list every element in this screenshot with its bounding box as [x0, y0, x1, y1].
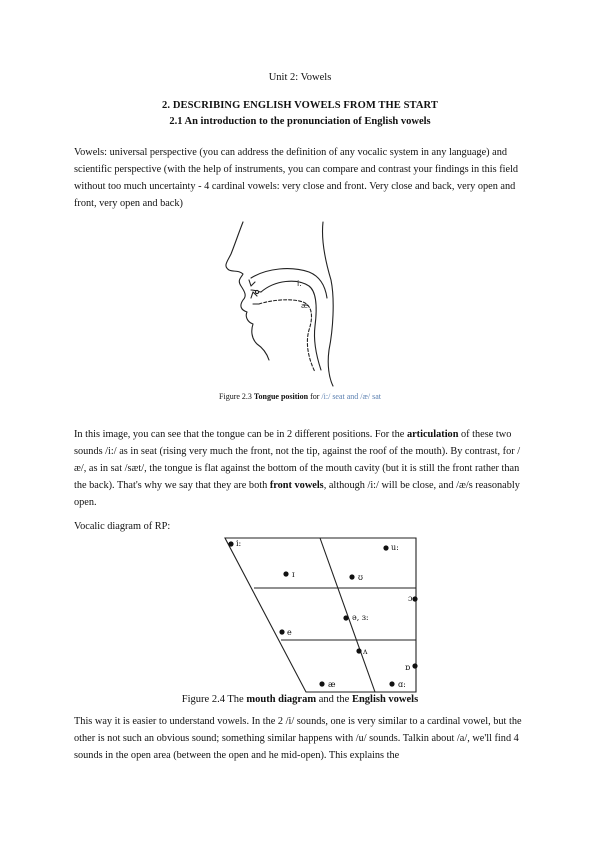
unit-title: Unit 2: Vowels	[268, 72, 332, 83]
figure-2-4-caption: Figure 2.4 The mouth diagram and the English vowels	[181, 694, 419, 705]
vowel-label-u-short: ʊ	[358, 573, 363, 582]
vowel-label-u-long: u:	[391, 543, 399, 552]
vowel-dot-i-long	[228, 541, 233, 546]
teeth	[249, 280, 257, 298]
vowel-label-a-long: ɑ:	[398, 680, 406, 689]
tongue-close	[261, 281, 321, 370]
term-articulation: articulation	[406, 429, 459, 440]
vowel-label-o-short: ɒ	[405, 663, 411, 672]
tongue-label-open: æ	[301, 302, 308, 310]
palate-line	[251, 269, 327, 298]
main-heading: 2. DESCRIBING ENGLISH VOWELS FROM THE START	[162, 100, 438, 111]
sub-heading: 2.1 An introduction to the pronunciation of English vowels	[169, 116, 431, 127]
figure-2-3-caption: Figure 2.3 Tongue position for /i:/ seat and /æ/ sat	[219, 392, 381, 401]
tongue-label-close: i:	[297, 279, 302, 288]
vowel-label-wedge: ʌ	[363, 647, 368, 656]
vowel-dot-schwa	[343, 615, 348, 620]
vowel-dot-u-long	[383, 545, 388, 550]
quadrilateral-outline	[225, 538, 416, 692]
term-front-vowels: front vowels	[269, 480, 324, 491]
vowel-dot-o-short	[412, 663, 417, 668]
vowel-label-i-short: ɪ	[292, 570, 295, 579]
vowel-dot-e	[279, 629, 284, 634]
intro-paragraph: Vowels: universal perspective (you can address the definition of any vocalic system in any language) and scientific perspective (with the help of instruments, you can compare and contrast your findings in this field without too much uncertainty - 4 cardinal vowels: very close and front. Very close and back, very open and front, very open and back)	[74, 147, 519, 209]
vowel-dot-i-short	[283, 571, 288, 576]
vowel-dot-ae	[319, 681, 324, 686]
vowel-label-open-o: ɔ:	[408, 594, 416, 603]
vowel-dot-a-long	[389, 681, 394, 686]
vowel-label-ae: æ	[328, 680, 336, 689]
vowel-quadrilateral	[220, 536, 420, 694]
closing-paragraph: This way it is easier to understand vowels. In the 2 /i/ sounds, one is very similar to a cardinal vowel, but the other is not such an obvious sound; something similar happens with /u/ sounds. Talkin about /a/, we'll find 4 sounds in the open area (between the open and he mid-open). This explains the	[74, 716, 522, 761]
vowel-label-e: e	[287, 628, 292, 637]
tongue-open	[259, 300, 315, 372]
articulation-paragraph: In this image, you can see that the tongue can be in 2 different positions. For the articulation of these two sounds /i:/ as in seat (rising very much the front, not the tip, against the roof of the mouth). By contrast, for /æ/, as in sat /sæt/, the tongue is flat against the bottom of the mouth cavity (but it is still the front rather than the back). That's why we say that they are both front vowels, although /i:/ will be close, and /æ/s reasonably open.	[74, 429, 521, 508]
throat-line	[322, 222, 333, 386]
vowel-dot-wedge	[356, 648, 361, 653]
tongue-position-figure	[205, 220, 395, 388]
vocalic-diagram-label: Vocalic diagram of RP:	[74, 521, 171, 532]
vowel-dot-u-short	[349, 574, 354, 579]
vowel-label-i-long: i:	[236, 539, 242, 548]
vowel-label-schwa: ə, ɜ:	[352, 613, 369, 622]
